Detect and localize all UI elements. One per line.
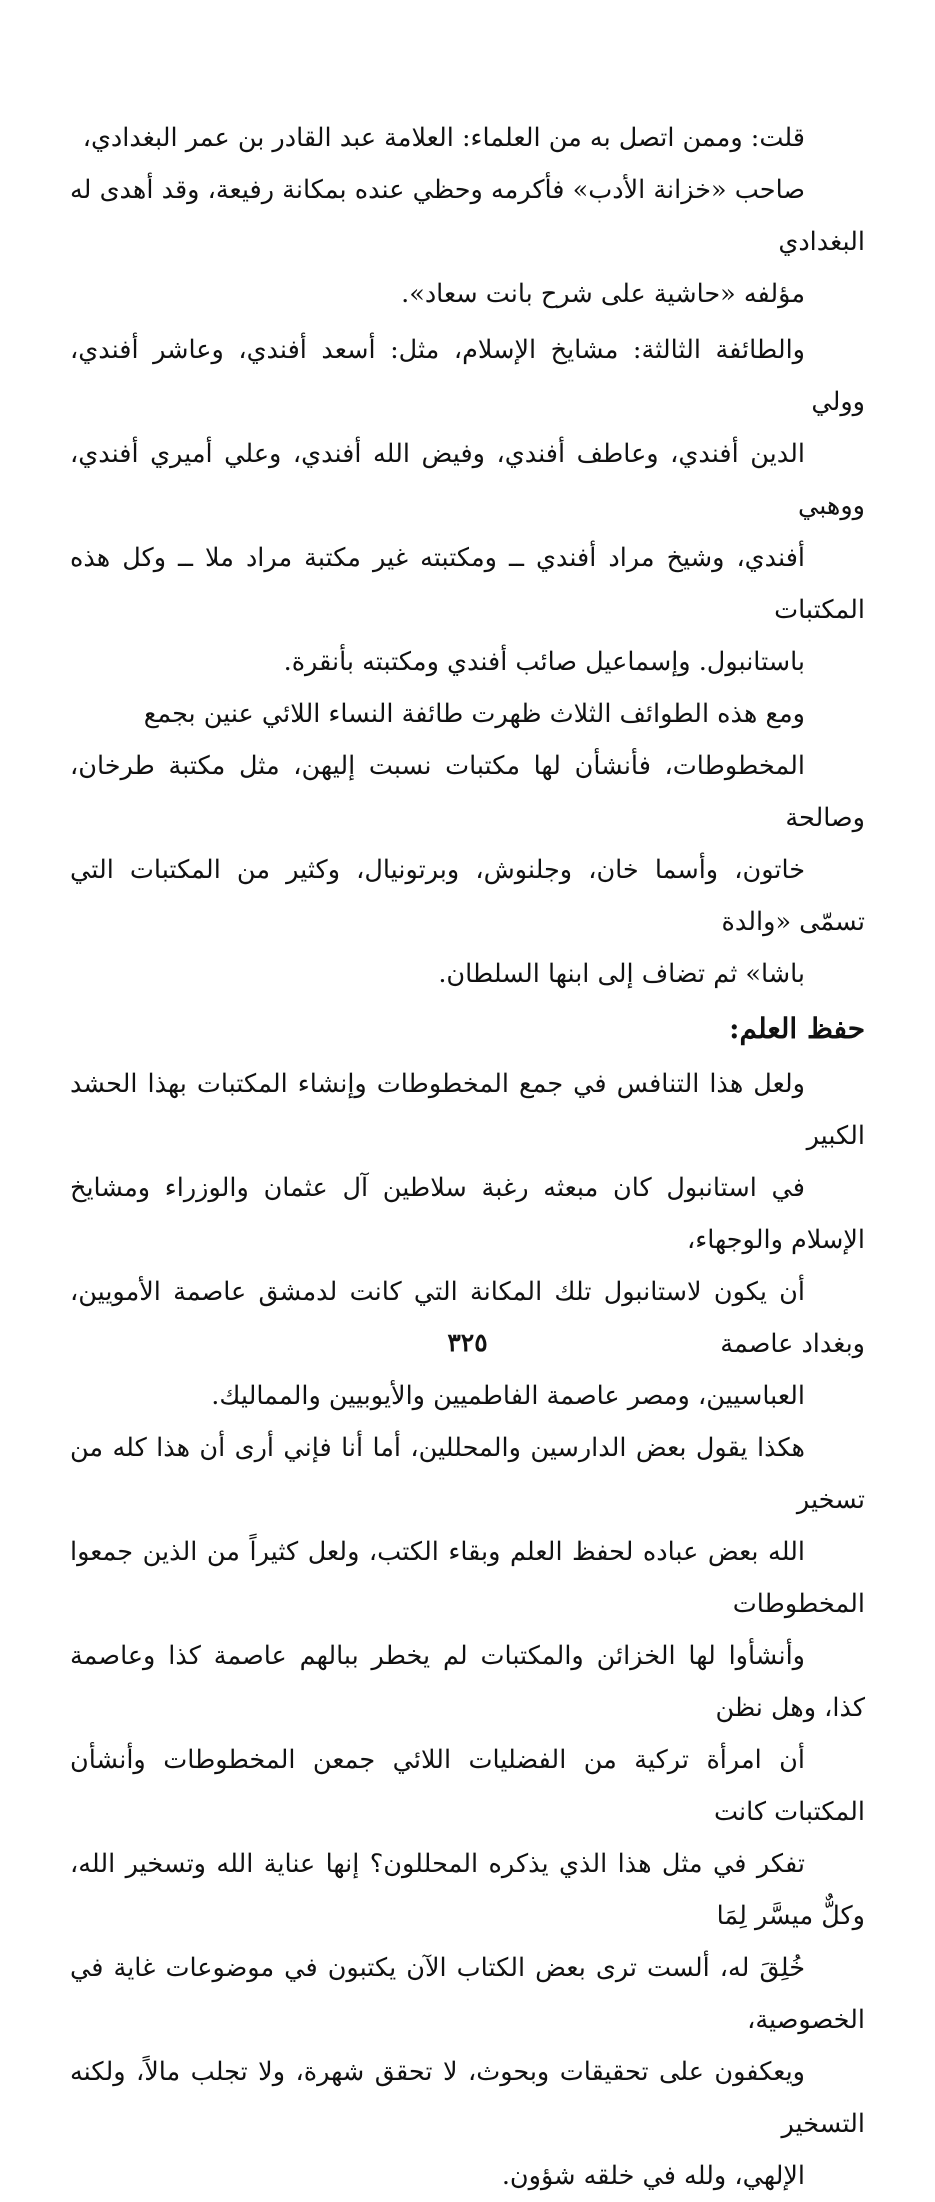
text-line: قلت: وممن اتصل به من العلماء: العلامة عبد القادر بن عمر البغدادي، xyxy=(82,123,805,153)
paragraph-3 xyxy=(70,688,865,1000)
paragraph-4 xyxy=(70,1058,865,1422)
text-line: باشا» ثم تضاف إلى ابنها السلطان. xyxy=(438,959,805,989)
text-line: باستانبول. وإسماعيل صائب أفندي ومكتبته بأنقرة. xyxy=(283,647,805,677)
text-line: في استانبول كان مبعثه رغبة سلاطين آل عثمان والوزراء ومشايخ الإسلام والوجهاء، xyxy=(70,1173,865,1255)
text-line: تفكر في مثل هذا الذي يذكره المحللون؟ إنها عناية الله وتسخير الله، وكلٌّ ميسَّر لِمَا xyxy=(70,1849,865,1931)
paragraph-5 xyxy=(70,1422,865,2202)
text-line: ومع هذه الطوائف الثلاث ظهرت طائفة النساء اللائي عنين بجمع xyxy=(143,699,805,729)
text-line: خاتون، وأسما خان، وجلنوش، وبرتونيال، وكثير من المكتبات التي تسمّى «والدة xyxy=(70,855,865,937)
page-number: ٣٢٥ xyxy=(447,1328,488,1357)
text-line: ولعل هذا التنافس في جمع المخطوطات وإنشاء المكتبات بهذا الحشد الكبير xyxy=(70,1069,865,1151)
text-line: صاحب «خزانة الأدب» فأكرمه وحظي عنده بمكانة رفيعة، وقد أهدى له البغدادي xyxy=(70,175,865,257)
text-line: ويعكفون على تحقيقات وبحوث، لا تحقق شهرة، ولا تجلب مالاً، ولكنه التسخير xyxy=(70,2057,865,2139)
text-line: والطائفة الثالثة: مشايخ الإسلام، مثل: أسعد أفندي، وعاشر أفندي، وولي xyxy=(70,335,865,417)
text-line: المخطوطات، فأنشأن لها مكتبات نسبت إليهن، مثل مكتبة طرخان، وصالحة xyxy=(70,751,865,833)
page-body xyxy=(70,112,865,2202)
paragraph-2 xyxy=(70,324,865,688)
text-line: خُلِقَ له، ألست ترى بعض الكتاب الآن يكتبون في موضوعات غاية في الخصوصية، xyxy=(70,1953,865,2035)
text-line: أفندي، وشيخ مراد أفندي ــ ومكتبته غير مكتبة مراد ملا ــ وكل هذه المكتبات xyxy=(70,543,865,625)
text-line: الدين أفندي، وعاطف أفندي، وفيض الله أفندي، وعلي أميري أفندي، ووهبي xyxy=(70,439,865,521)
text-line: هكذا يقول بعض الدارسين والمحللين، أما أنا فإني أرى أن هذا كله من تسخير xyxy=(70,1433,865,1515)
section-heading: حفظ العلم: xyxy=(729,1012,865,1045)
text-line: الإلهي، ولله في خلقه شؤون. xyxy=(501,2161,805,2191)
text-line: الله بعض عباده لحفظ العلم وبقاء الكتب، ولعل كثيراً من الذين جمعوا المخطوطات xyxy=(70,1537,865,1619)
text-line: العباسيين، ومصر عاصمة الفاطميين والأيوبيين والمماليك. xyxy=(211,1381,805,1411)
text-line: مؤلفه «حاشية على شرح بانت سعاد». xyxy=(401,279,805,309)
text-line: أن يكون لاستانبول تلك المكانة التي كانت لدمشق عاصمة الأمويين، وبغداد عاصمة xyxy=(70,1277,865,1359)
text-line: أن امرأة تركية من الفضليات اللائي جمعن المخطوطات وأنشأن المكتبات كانت xyxy=(70,1745,865,1827)
text-line: وأنشأوا لها الخزائن والمكتبات لم يخطر ببالهم عاصمة كذا وعاصمة كذا، وهل نظن xyxy=(70,1641,865,1723)
paragraph-1 xyxy=(70,112,865,320)
